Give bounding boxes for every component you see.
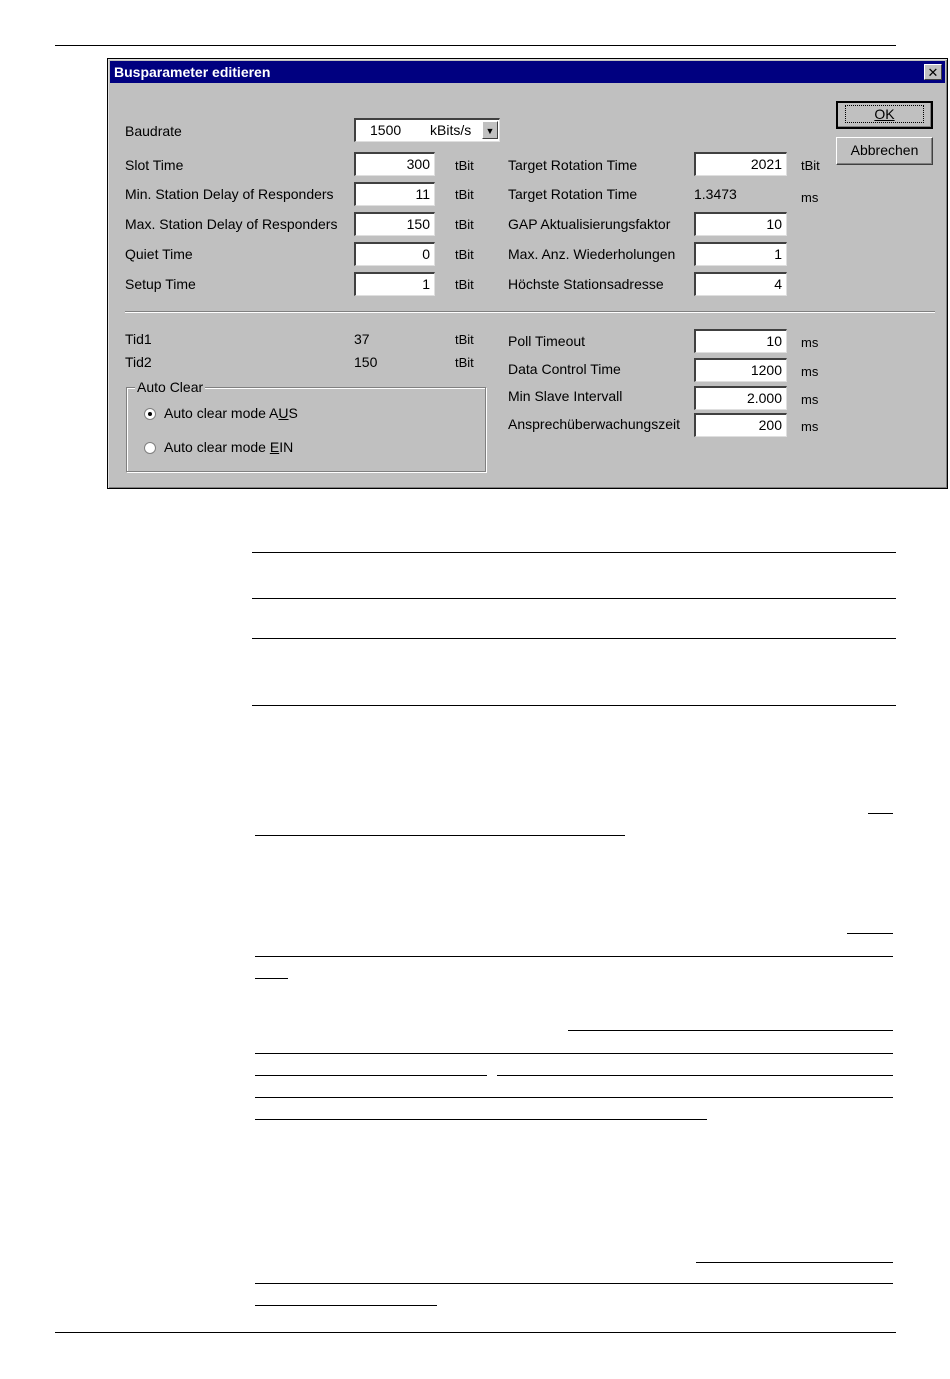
doc-rule <box>868 813 893 814</box>
baudrate-select[interactable] <box>354 118 500 142</box>
doc-rule <box>255 1283 893 1284</box>
max-retries-input[interactable]: 1 <box>694 242 787 266</box>
min-station-delay-unit: tBit <box>455 187 474 202</box>
quiet-time-label: Quiet Time <box>125 246 193 262</box>
max-station-delay-unit: tBit <box>455 217 474 232</box>
dialog-title: Busparameter editieren <box>114 64 271 80</box>
doc-rule <box>696 1262 893 1263</box>
doc-rule <box>255 1097 893 1098</box>
baudrate-value: 1500 <box>370 122 402 138</box>
doc-rule <box>255 835 625 836</box>
auto-clear-group <box>126 379 486 472</box>
separator <box>125 311 935 313</box>
doc-rule <box>252 705 896 706</box>
setup-time-input[interactable]: 1 <box>354 272 435 296</box>
target-rotation-time-ms-label: Target Rotation Time <box>508 186 638 202</box>
doc-rule <box>255 1119 707 1120</box>
cancel-button[interactable] <box>836 137 933 165</box>
doc-rule <box>252 598 896 599</box>
target-rotation-time-ms-unit: ms <box>801 190 819 205</box>
ok-label: OK <box>846 106 922 122</box>
min-station-delay-input[interactable]: 11 <box>354 182 435 206</box>
busparameter-dialog <box>107 58 948 489</box>
close-icon: ✕ <box>927 65 939 80</box>
slot-time-input[interactable]: 300 <box>354 152 435 176</box>
tid2-label: Tid2 <box>125 354 152 370</box>
doc-rule <box>255 1305 437 1306</box>
tid2-unit: tBit <box>455 355 474 370</box>
doc-rule <box>252 552 896 553</box>
tid1-label: Tid1 <box>125 331 152 347</box>
min-station-delay-label: Min. Station Delay of Responders <box>125 186 334 202</box>
highest-station-address-label: Höchste Stationsadresse <box>508 276 664 292</box>
doc-rule <box>255 1053 893 1054</box>
baudrate-unit: kBits/s <box>430 122 472 138</box>
close-button[interactable] <box>924 64 942 80</box>
dialog-titlebar <box>110 61 945 83</box>
chevron-down-icon[interactable]: ▼ <box>482 121 498 139</box>
target-rotation-time-unit: tBit <box>801 158 820 173</box>
gap-factor-label: GAP Aktualisierungsfaktor <box>508 216 671 232</box>
min-slave-interval-label: Min Slave Intervall <box>508 388 623 404</box>
max-station-delay-label: Max. Station Delay of Responders <box>125 216 338 232</box>
doc-rule <box>252 638 896 639</box>
setup-time-unit: tBit <box>455 277 474 292</box>
data-control-time-unit: ms <box>801 364 819 379</box>
tid2-value: 150 <box>354 354 378 370</box>
tid1-value: 37 <box>354 331 370 347</box>
auto-clear-ein-label[interactable]: Auto clear mode EIN <box>164 439 294 455</box>
data-control-time-label: Data Control Time <box>508 361 621 377</box>
doc-rule <box>568 1030 893 1031</box>
max-retries-label: Max. Anz. Wiederholungen <box>508 246 676 262</box>
doc-rule <box>847 933 893 934</box>
doc-rule <box>497 1075 893 1076</box>
target-rotation-time-label: Target Rotation Time <box>508 157 638 173</box>
min-slave-interval-unit: ms <box>801 392 819 407</box>
slot-time-label: Slot Time <box>125 157 184 173</box>
baudrate-label: Baudrate <box>125 123 182 139</box>
response-monitoring-label: Ansprechüberwachungszeit <box>508 416 680 432</box>
quiet-time-unit: tBit <box>455 247 474 262</box>
doc-rule <box>255 1075 487 1076</box>
auto-clear-ein-radio[interactable] <box>144 442 156 454</box>
slot-time-unit: tBit <box>455 158 474 173</box>
target-rotation-time-input[interactable]: 2021 <box>694 152 787 176</box>
response-monitoring-input[interactable]: 200 <box>694 413 787 437</box>
min-slave-interval-input[interactable]: 2.000 <box>694 386 787 410</box>
target-rotation-time-ms-value: 1.3473 <box>694 186 737 202</box>
tid1-unit: tBit <box>455 332 474 347</box>
gap-factor-input[interactable]: 10 <box>694 212 787 236</box>
max-station-delay-input[interactable]: 150 <box>354 212 435 236</box>
doc-rule <box>255 978 288 979</box>
poll-timeout-input[interactable]: 10 <box>694 329 787 353</box>
quiet-time-input[interactable]: 0 <box>354 242 435 266</box>
poll-timeout-label: Poll Timeout <box>508 333 586 349</box>
data-control-time-input[interactable]: 1200 <box>694 358 787 382</box>
doc-rule <box>255 956 893 957</box>
auto-clear-aus-label[interactable]: Auto clear mode AUS <box>164 405 298 421</box>
setup-time-label: Setup Time <box>125 276 196 292</box>
auto-clear-aus-radio[interactable] <box>144 408 156 420</box>
auto-clear-title: Auto Clear <box>137 379 204 395</box>
highest-station-address-input[interactable]: 4 <box>694 272 787 296</box>
ok-button[interactable] <box>836 101 933 129</box>
response-monitoring-unit: ms <box>801 419 819 434</box>
poll-timeout-unit: ms <box>801 335 819 350</box>
page-bottom-rule <box>55 1332 896 1333</box>
cancel-label: Abbrechen <box>850 142 919 158</box>
page-top-rule <box>55 45 896 46</box>
